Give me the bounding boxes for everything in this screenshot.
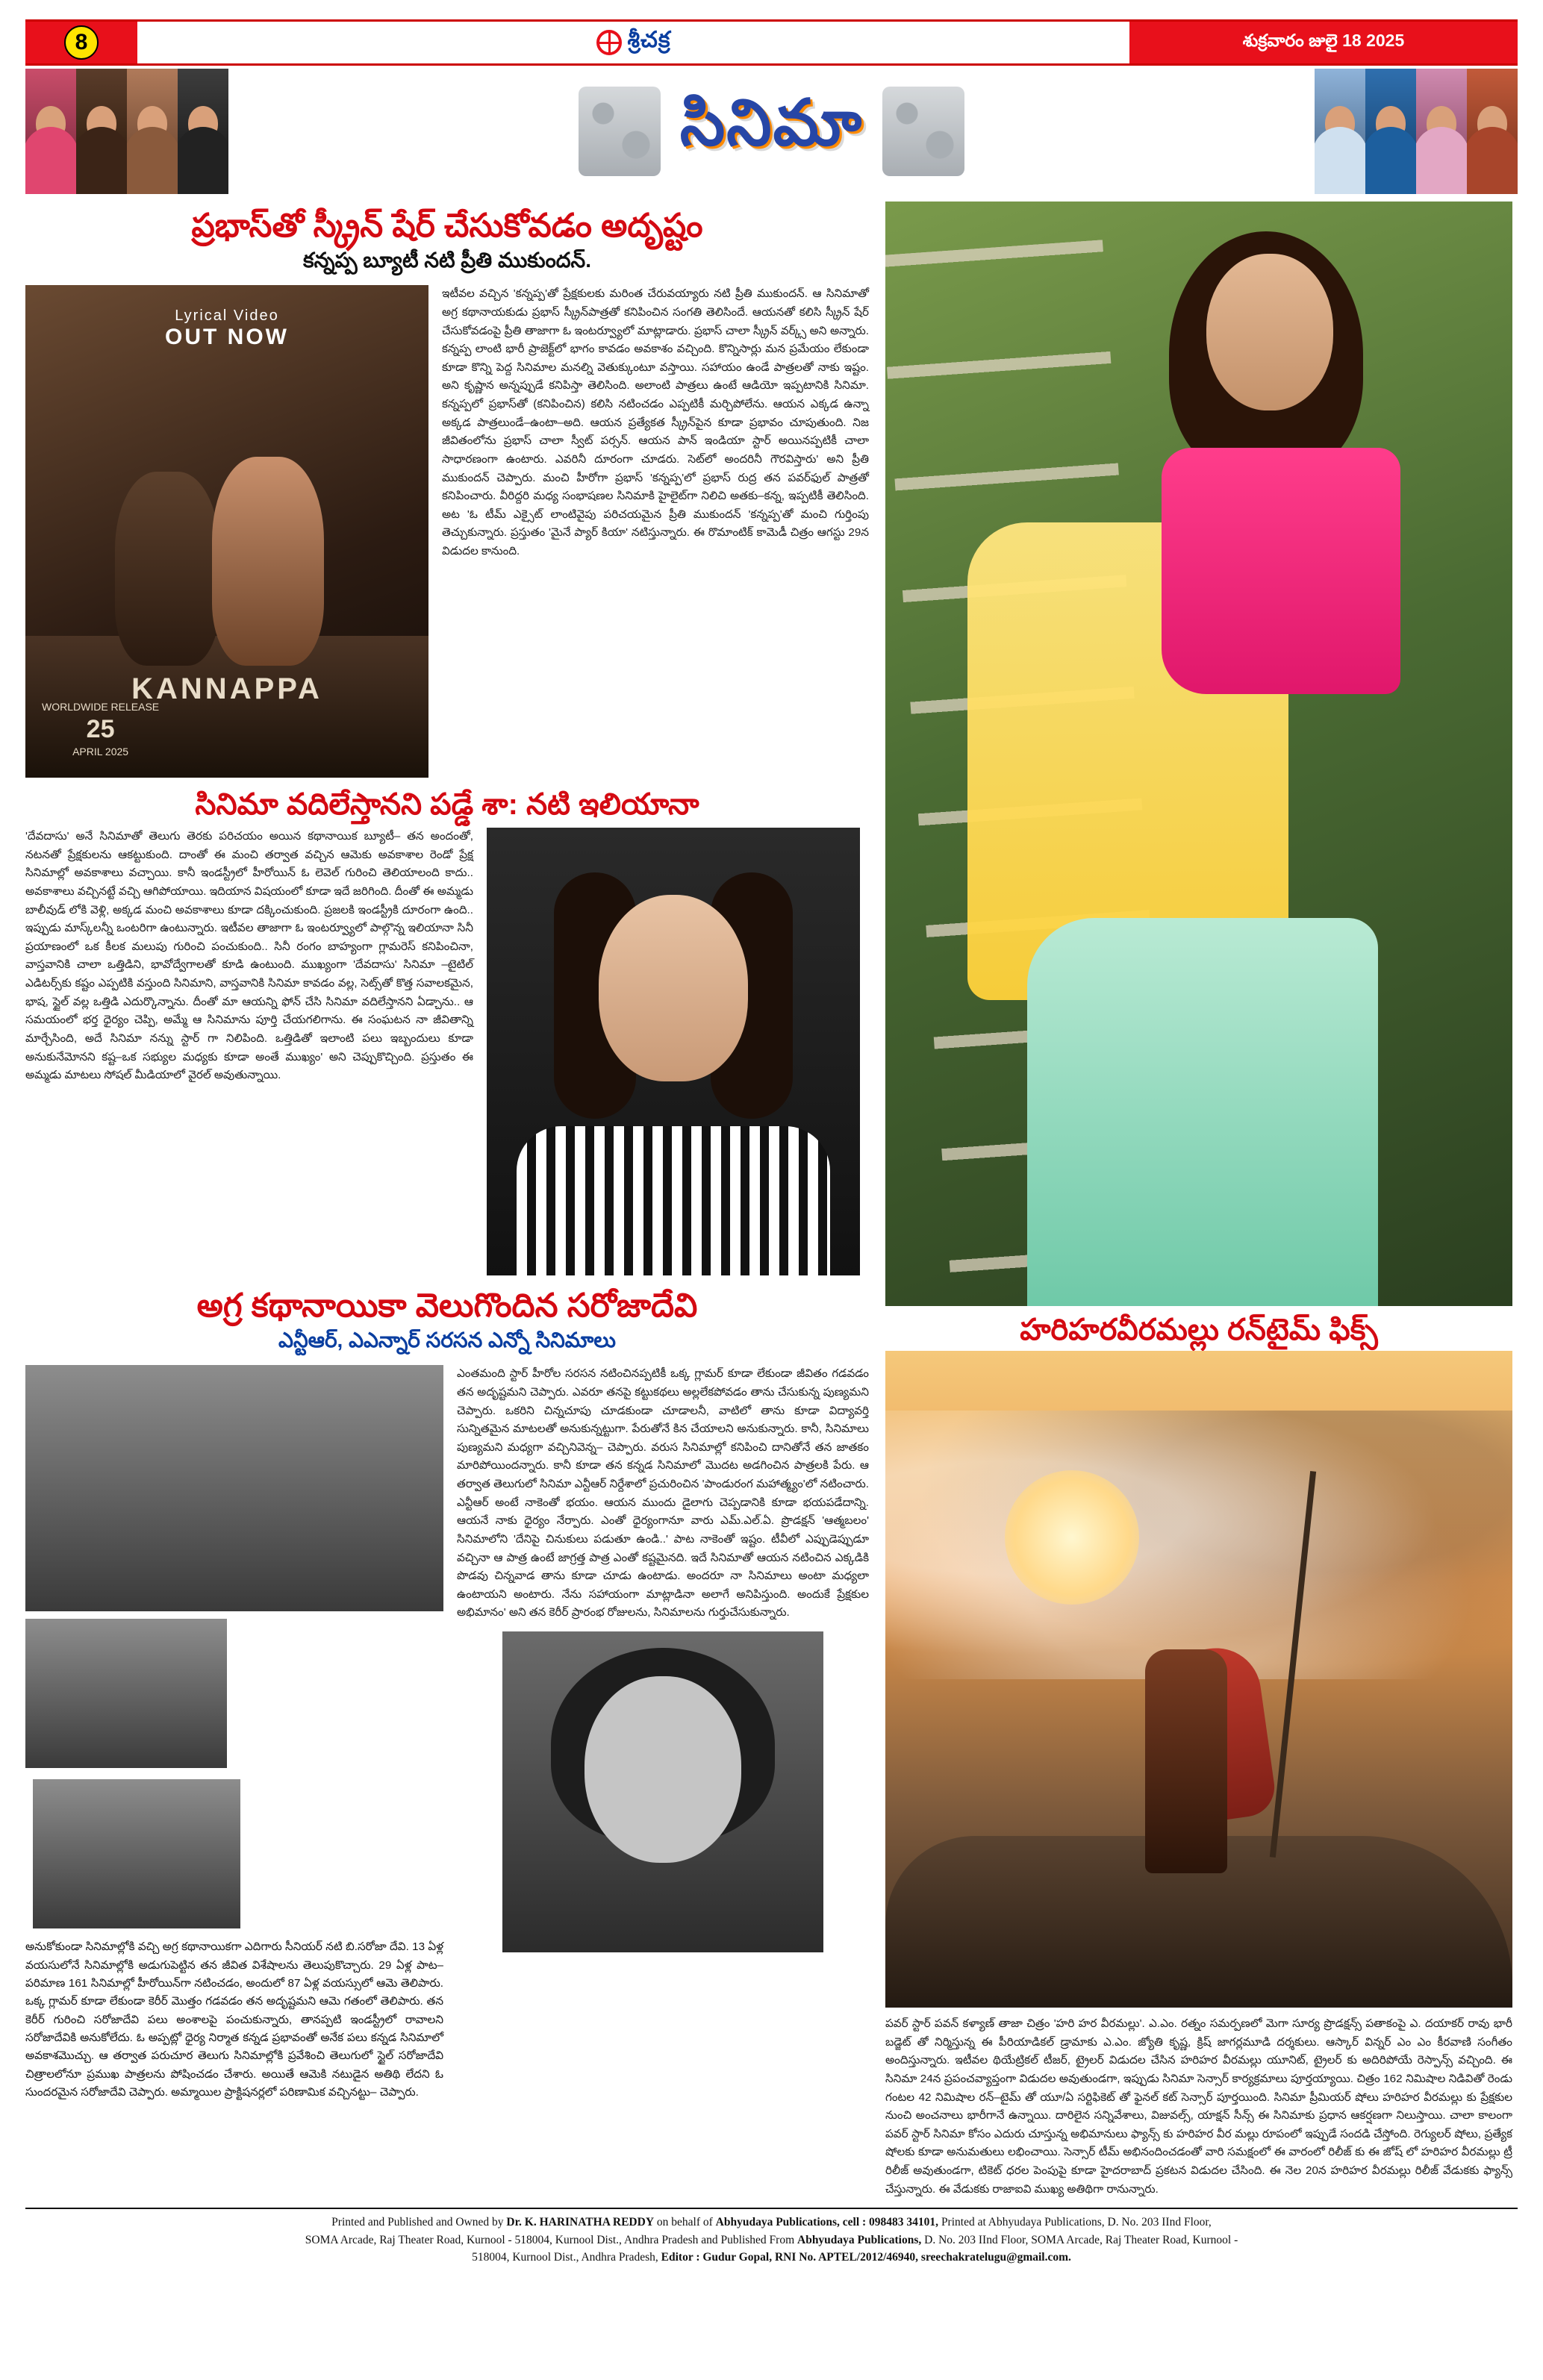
wheel-icon	[596, 30, 622, 55]
poster-release-day: 25	[86, 715, 115, 744]
story3-photo-group	[25, 1365, 443, 2102]
photo-face	[599, 895, 748, 1081]
banner-thumb	[76, 69, 127, 194]
story2-headline: సినిమా వదిలేస్తానని పడ్డే శా: నటి ఇలియానా	[195, 788, 699, 822]
footer-email: sreechakratelugu@gmail.com.	[918, 2250, 1071, 2264]
hari-caption: హరిహరవీరమల్లు రన్‌టైమ్ ఫిక్స్	[1020, 1314, 1378, 1346]
kannappa-poster-image	[25, 285, 428, 778]
story3-headline: అగ్ర కథానాయికా వెలుగొందిన సరోజాదేవి	[196, 1287, 698, 1325]
footer-line2-pre: SOMA Arcade, Raj Theater Road, Kurnool - 518004, Kurnool Dist., Andhra Pradesh and Published From	[305, 2233, 797, 2246]
publication-name: శ్రీచక్ర	[627, 27, 671, 52]
photo-sun	[1005, 1470, 1139, 1605]
footer-line3-pre: 518004, Kurnool Dist., Andhra Pradesh,	[472, 2250, 661, 2264]
banner-thumb	[1365, 69, 1416, 194]
footer-line-3	[55, 2249, 1488, 2266]
footer-line1-pre: Printed and Published and Owned by	[331, 2216, 507, 2229]
story-ileana	[25, 788, 869, 1275]
film-reel-icon	[882, 87, 964, 176]
footer-line-1	[55, 2214, 1488, 2231]
footer-line-2	[55, 2231, 1488, 2249]
page-number: 8	[64, 25, 99, 60]
page-number-block	[25, 22, 137, 63]
poster-release-label: WORLDWIDE RELEASE	[42, 700, 160, 713]
photo-clouds	[885, 1411, 1512, 1679]
hariharaveeramallu-photo	[885, 1351, 1512, 2008]
photo-face	[1206, 254, 1333, 410]
left-column	[25, 202, 869, 2199]
photo-mint-skirt	[1027, 918, 1378, 1306]
banner-thumbs-left	[25, 69, 228, 194]
story-kannappa	[25, 207, 869, 778]
footer-publisher: Abhyudaya Publications,	[797, 2233, 922, 2246]
portrait-face	[585, 1676, 741, 1863]
poster-figure-female	[212, 457, 324, 666]
poster-lyrical-label	[165, 307, 289, 350]
poster-lyrical-big: OUT NOW	[165, 325, 289, 350]
photo-dress	[517, 1126, 830, 1275]
footer-owner-name: Dr. K. HARINATHA REDDY	[506, 2216, 655, 2229]
footer-divider	[25, 2208, 1518, 2209]
sarojadevi-portrait	[502, 1631, 823, 1952]
sarojadevi-film-still-2	[25, 1619, 227, 1768]
poster-lyrical-small: Lyrical Video	[175, 307, 279, 325]
right-column	[885, 202, 1512, 2199]
banner-thumbs-right	[1315, 69, 1518, 194]
photo-pink-blouse	[1162, 448, 1400, 694]
page-content	[25, 202, 1518, 2199]
story3-body: ఎంతమంది స్టార్ హీరోల సరసన నటించినప్పటికీ ఒక్క గ్లామర్ కూడా లేకుండా జీవితం గడవడం తన అదృష్టమని చెప్పారు. ఎవరూ తనపై కట్టుకథలు అల్లలేకపోవడం తాను చేసుకున్న పుణ్యమని చెప్పారు. ఒకరిని చిన్నచూపు చూడకుండా చూడాలనీ, వాటిలో తాను కూడా విద్యావర్తి సున్నితమైన మాటలతో అనుకున్నట్టుగా. పేరుతోనే కిన చేయాలని అనుకున్నారు. కానీ, సినిమాలు పుణ్యమని మధ్యగా వచ్చినివెన్న– చెప్పారు. వరుస సినిమాల్లో కనిపించి దానితోనే తన జాతకం మారిపోయిందన్నారు. కానీ కూడా తన కన్నడ సినిమాలో మొదట అడగించిన పాత్రలకి పేరు. ఆ తర్వాత తెలుగులో సినిమా ఎన్టీఆర్ నిర్దేశాలో ప్రచురించిన 'పాండురంగ మహాత్మ్యం'లో నటించారు. ఎన్టీఆర్ అంటే నాకెంతో భయం. ఆయన ముందు డైలాగు చెప్పడానికి కూడా భయపడేదాన్ని. ఆయనే నాకు ధైర్యం నేర్పారు. ఎంతో ధైర్యంగానూ వారు ఎమ్.ఎల్.ఏ. ప్రొడక్షన్ 'ఆత్మబలం' సినిమాలోని 'దేనిపై చినుకులు పడుతూ ఉండి..' పాట నాకెంతో ఇష్టం. టీవీలో ఎప్పుడెప్పుడూ వచ్చినా ఆ పాత్ర ఉంటే జాగ్రత్త పాత్ర ఎంతో కష్టమైనది. ఇదే సినిమాతో ఆయన నటించిన ఎక్కడికి పొడవు చిన్నవాడ తాను కూడా చూడు ఉంటాడు. అందరూ నా సినిమాలు అంటా మధ్యలా ఉంటాయని అంటారు. నేను సహాయంగా మాట్లాడినా అలాగే అనిపిస్తుంది. అందుకే ప్రేక్షకుల అభిమానం' అని తన కెరీర్ ప్రారంభ రోజులను, సినిమాలను గుర్తుచేసుకున్నారు.	[457, 1367, 869, 1620]
hari-body: పవర్ స్టార్ పవన్ కళ్యాణ్ తాజా చిత్రం 'హరి హర వీరమల్లు'. ఎ.ఎం. రత్నం సమర్పణలో మెగా సూర్య ప్రొడక్షన్స్ పతాకంపై ఎ. దయాకర్ రావు భారీ బడ్జెట్ తో నిర్మిస్తున్న ఈ పీరియాడికల్ డ్రామాకు ఎ.ఎం. జ్యోతి కృష్ణ, క్రిష్ జాగర్లమూడి దర్శకులు. ఆస్కార్ విన్నర్ ఎం ఎం కీరవాణి సంగీతం అందిస్తున్నారు. ఇటీవల థియేట్రికల్ టీజర్, ట్రైలర్ విడుదల చేసిన హరిహర వీరమల్లు యూనిట్, ట్రైలర్ కు అదిరిపోయే రెస్పాన్స్ వచ్చింది. ఈ సినిమా 24న ప్రపంచవ్యాప్తంగా విడుదల అవుతుండగా, ఇప్పుడు సినిమా సెన్సార్ కార్యక్రమాలు పూర్తయ్యాయి. చిత్రం 162 నిమిషాల నిడివితో రెండు గంటల 42 నిమిషాల రన్–టైమ్ తో యూ/ఏ సర్టిఫికెట్ తో ఫైనల్ కట్ సెన్సార్ పూర్తయింది. సినిమా ప్రీమియర్ షోలు హరిహర వీరమల్లు కు ప్రేక్షకుల నుంచి అంచనాలు భారీగానే ఉన్నాయి. దారిలైన సన్నివేశాలు, విజువల్స్, యాక్షన్ సీన్స్ ఈ సినిమాకు ప్రధాన ఆకర్షణగా నిలుస్తాయి. చాలా కాలంగా పవర్ స్టార్ సినిమా కోసం ఎదురు చూస్తున్న అభిమానులు ఫ్యాన్స్ కు హరిహర వీర మల్లు రూపంలో ఇప్పుడే సందడి చేస్తోంది. రెగ్యులర్ షోలు, ప్రత్యేక షోలకు కూడా అనుమతులు లభించాయి. సెన్సార్ టీమ్ అభినందించడంతో వారి సమక్షంలో ఈ వారంలో రిలీజ్ కు ఈ జోష్ లో హరిహర వీరమల్లు ట్రీ రిలీజ్ అవుతుండగా, టికెట్ ధరల పెంపుపై కూడా హైదరాబాద్ ప్రకటన విడుదల చేసింది. ఈ నెల 20న హరిహర వీరమల్లు రిలీజ్ వేడుకకు ఫ్యాన్స్ చేస్తున్నారు. ఈ వేడుకకు రాజాఐవి ముఖ్య అతిథిగా రానున్నారు.	[885, 2017, 1512, 2196]
footer-line2-post: D. No. 203 IInd Floor, SOMA Arcade, Raj Theater Road, Kurnool -	[921, 2233, 1238, 2246]
film-reel-icon	[579, 87, 661, 176]
masthead-date: శుక్రవారం జులై 18 2025	[1129, 22, 1518, 63]
story3-subhead: ఎన్టీఆర్, ఎఎన్నార్ సరసన ఎన్నో సినిమాలు	[278, 1328, 616, 1352]
sarojadevi-film-still-3	[33, 1779, 240, 1928]
banner-thumb	[178, 69, 228, 194]
story2-body: 'దేవదాసు' అనే సినిమాతో తెలుగు తెరకు పరిచయం అయిన కథానాయిక బ్యూటీ– తన అందంతో, నటనతో ప్రేక్షకులను ఆకట్టుకుంది. దాంతో ఈ మంచి తర్వాత వచ్చిన ఆమెకు అవకాశాల రెండో ప్రేక్ష సినిమాల్లో అవకాశాలు వచ్చాయి. కానీ ఇండస్ట్రీలో హీరోయిన్ ఓ లెవెల్ గురించి తెలియాలంది కాదు.. అవకాశాలు వచ్చినట్టే వచ్చి ఆగిపోయాయి. ఇదియాన విషయంలో కూడా ఇదే జరిగింది. దీంతో ఈ అమ్మడు బాలీవుడ్ లోకి వెళ్లి, అక్కడ మంచి అవకాశాలు కూడా దక్కించుకుంది. ప్రజలకి ఇండస్ట్రీకి దూరంగా ఉంది.. ఇప్పుడు మాస్క్‌లన్నీ ఒంటరిగా ఉంటున్నారు. ఇటీవల తాజాగా ఓ ఇంటర్వ్యూలో పాల్గొన్న ఇలియానా సినీ ప్రయాణంలో ఒక కీలక మలుపు గురించి పంచుకుంది.. సినీ రంగం బాహ్యంగా గ్లామరెస్ కనిపించినా, వాస్తవానికి చాలా ఒత్తిడిని, భావోద్వేగాలతో కూడి ఉంటుంది. ముఖ్యంగా 'దేవదాసు' సినిమా –టైటిల్ ఎడిటర్స్‌కు కష్టం ఎప్పటికి వస్తుంది సినిమాని, వాస్తవానికి సినిమా కావడం వల్ల, సెట్స్‌తో కొత్త సవాలకమైన, భాష, స్టైల్ వల్ల ఒత్తిడి ఎదుర్కొన్నాను. దీంతో మా ఆయన్ని ఫోన్ చేసి సినిమా వదిలేస్తానని ఏడ్చాను.. ఆ సమయంలో భర్త ధైర్యం చెప్పి, అమ్మే ఆ సినిమాను పూర్తి చేయగలిగాను. ఈ సంఘటన నా జీవితాన్ని మార్చేసింది, అదే సినిమా నన్ను స్టార్ గా నిలిపింది. ఒత్తిడితో ఇలాంటి పలు ఇబ్బందులు కూడా అనుకునేమోనని కష్ట–ఒక సభ్యుల మధ్యకు కూడా అంతే ముఖ్యం' అని చెప్పుకొచ్చింది. ప్రస్తుతం ఈ అమ్మడు మాటలు సోషల్ మీడియాలో వైరల్ అవుతున్నాయి.	[25, 830, 473, 1082]
section-title: సినిమా	[679, 87, 864, 159]
banner-thumb	[1315, 69, 1365, 194]
footer-line1-post: Printed at Abhyudaya Publications, D. No. 203 IInd Floor,	[938, 2216, 1212, 2229]
poster-release-info	[42, 701, 159, 759]
poster-figure-male	[115, 472, 219, 666]
preethi-mukundan-photo	[885, 202, 1512, 1306]
banner-thumb	[1416, 69, 1467, 194]
banner-thumb	[127, 69, 178, 194]
sarojadevi-film-still-1	[25, 1365, 443, 1611]
photo-hero	[1145, 1649, 1227, 1873]
footer-imprint	[25, 2214, 1518, 2273]
story-sarojadevi	[25, 1287, 869, 2102]
story1-subhead: కన్నప్ప బ్యూటీ నటి ప్రీతి ముకుందన్.	[303, 249, 591, 272]
story3-photo-caption: అనుకోకుండా సినిమాల్లోకి వచ్చి అగ్ర కథానాయికగా ఎదిగారు సీనియర్ నటి బి.సరోజా దేవి. 13 ఏళ్ల వయసులోనే సినిమాల్లోకి అడుగుపెట్టిన తన జీవిత విశేషాలను తెలుపుకొచ్చారు. 29 ఏళ్ల పాట–పరిమాణ 161 సినిమాల్లో హీరోయిన్‌గా నటించడం, అందులో 87 ఏళ్ల వయస్సులో ఆమె తెలిపారు. ఒక్క గ్లామర్ కూడా లేకుండా కెరీర్ మొత్తం గడవడం తన అదృష్టమని ఆమె గతంలో తెలిపారు. తన కెరీర్ గురించి సరోజాదేవి పలు అంశాలపై పంచుకున్నారు, తానప్పటి ఇండస్ట్రీలో రావాలని సరోజాదేవికి అనుకోలేదు. ఓ అప్పట్లో ధైర్య నిర్మాత కన్నడ ప్రభావంతో అనేక పలు కన్నడ సినిమాలో అవకాశమొచ్చు. ఆ తర్వాత పరుచూర తెలుగు సినిమాల్లోకి ప్రవేశించి తెలుగులో స్టైల్ సరోజాదేవి చిత్రాలలోనూ ప్రముఖ పాత్రలను పోషించడం చేశారు. అయితే ఆమెకి నటుడైన అతిథి లేదని ఓ సుందరమైన సరోజాదేవి చెప్పారు. అమ్మాయిల ప్రాక్టిషనర్లలో పరిణామిక వచ్చినట్టు– చెప్పారు.	[25, 1940, 443, 2099]
footer-editor: Editor : Gudur Gopal, RNI No. APTEL/2012/46940,	[661, 2250, 919, 2264]
ileana-photo	[487, 828, 860, 1275]
story3-text-block	[457, 1365, 869, 2102]
banner-thumb	[25, 69, 76, 194]
story1-body: ఇటీవల వచ్చిన 'కన్నప్ప'తో ప్రేక్షకులకు మరింత చేరువయ్యారు నటి ప్రీతి ముకుందన్. ఆ సినిమాతో అగ్ర కథానాయకుడు ప్రభాస్ స్క్రీన్‌పాత్రతో కనిపించిన సంగతి తెలిసిందే. ఆయనతో కలిసి స్క్రీన్ షేర్ చేసుకోవడంపై ప్రీతి తాజాగా ఓ ఇంటర్వ్యూలో మాట్లాడారు. ప్రభాస్ చాలా స్క్రీన్ వర్క్స్ అని అన్నారు. కన్నప్ప లాంటి భారీ ప్రాజెక్ట్‌లో భాగం కావడం అవకాశం వచ్చింది. కొన్నిసార్లు మన ప్రమేయం లేకుండా కూడా కొన్ని పెద్ద సినిమాల మనల్ని వెతుక్కుంటూ వస్తాయి. సహాయం ఉండే పాత్రలతో నాకు ఇష్టం. అని కృష్ణాన అన్నప్పుడే కనిపిస్తా తెలిసింది. అలాంటి పాత్రలు ఉంటే ఆడియో ఇప్పటానికి సినిమా. కన్నప్పలో ప్రభాస్‌తో (కనిపించిన) కలిసి నటించడం ఎప్పటికీ మర్చిపోలేను. ఆయన ఎక్కడ ఉన్నా అక్కడ పాత్రలుండే–ఉంటా–అది. ఆయన ప్రత్యేకత స్క్రీన్‌పైన కూడా ప్రభావం చూపుతుంది. నిజ జీవితంలోను ప్రభాస్ చాలా స్వీట్ పర్సన్. ఆయన పాన్ ఇండియా స్టార్ అయినప్పటికీ చాలా సాధారణంగా ఉంటారు. ఎవరినీ దూరంగా చూడరు. సెట్‌లో అందరినీ గౌరవిస్తారు' అని ప్రీతి ముకుందన్ చెప్పారు. మంచి హీరోగా ప్రభాస్ 'కన్నప్ప'లో ప్రభాస్ రుద్ర తన పవర్‌ఫుల్ పాత్రతో కనిపించారు. వీరిద్దరి మధ్య సంభాషణల సినిమాకి హైలైట్‌గా నిలిచి అతకు–కన్న, ఇప్పటికీ తెలిసింది. అట 'ఓ టీమ్ ఎక్సైట్ లాంటివైపు పరిచయమైన ప్రీతి ముకుందన్ 'కన్నప్ప'తో మంచి గుర్తింపు తెచ్చుకున్నారు. ప్రస్తుతం 'మైనే ప్యార్ కియా' నటిస్తున్నారు. ఈ రొమాంటిక్ కామెడీ చిత్రం ఆగస్టు 29న విడుదల కానుంది.	[442, 287, 869, 558]
footer-line1-mid: on behalf of	[654, 2216, 716, 2229]
banner-thumb	[1467, 69, 1518, 194]
masthead-logo	[137, 28, 1129, 58]
poster-film-title: KANNAPPA	[131, 672, 322, 706]
poster-release-month: APRIL 2025	[72, 745, 129, 758]
footer-publisher-cell: Abhyudaya Publications, cell : 098483 34101,	[715, 2216, 939, 2229]
section-title-art	[228, 69, 1315, 194]
story1-headline: ప్రభాస్‌తో స్క్రీన్ షేర్ చేసుకోవడం అదృష్టం	[191, 207, 703, 244]
masthead	[25, 19, 1518, 66]
section-banner	[25, 69, 1518, 194]
